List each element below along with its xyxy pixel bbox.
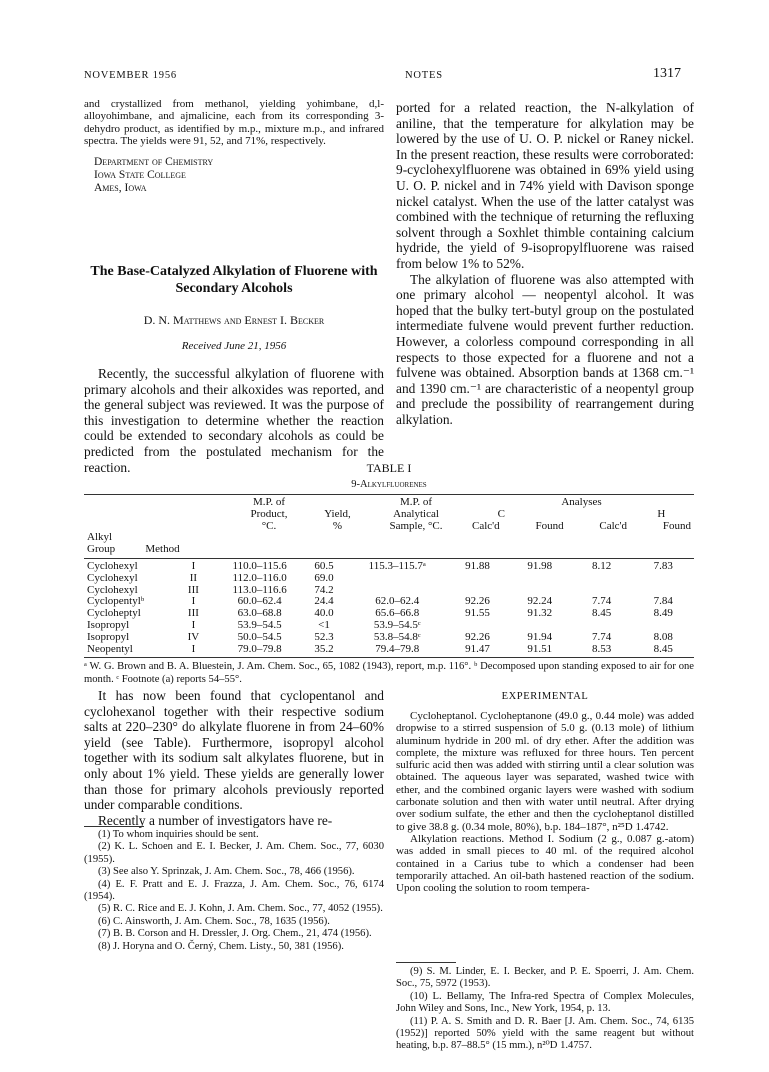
table-cell: 53.9–54.5: [237, 618, 282, 631]
table-cell: Cyclopentylᵇ: [87, 595, 145, 608]
table-cell: I: [191, 642, 196, 655]
table-cell: Isopropyl: [87, 630, 130, 643]
table-cell: [509, 573, 571, 585]
affiliation: [94, 156, 384, 195]
article-title: The Base-Catalyzed Alkylation of Fluorene with Secondary Alcohols: [90, 264, 378, 296]
affiliation-line: Iowa State College: [94, 168, 186, 181]
table-cell: 8.49: [653, 607, 673, 620]
table-cell: 60.5: [314, 559, 334, 572]
table-cell: I: [191, 618, 196, 631]
table-cell: [446, 620, 508, 632]
table-cell: IV: [187, 630, 200, 643]
previous-article-text: and crystallized from methanol, yielding yohimbane, d,l-alloyohimbane, and ajmalicine, each from its corresponding 3-dehydro product, as identified by m.p., mixture m.p., and infrared spectra. The yields were 91, 52, and 71%, respectively.: [84, 98, 384, 148]
col-mp-product: M.P. of Product, °C.: [250, 496, 288, 532]
table-cell: 8.45: [653, 642, 673, 655]
running-header-section: NOTES: [405, 70, 443, 81]
table-cell: 40.0: [314, 607, 334, 620]
experimental-text: [396, 710, 694, 894]
table-cell: [571, 573, 633, 585]
footnote: (2) K. L. Schoen and E. I. Becker, J. Am. Chem. Soc., 77, 6030 (1955).: [84, 841, 384, 865]
experimental-alkylation: Alkylation reactions. Method I. Sodium (2 g., 0.087 g.-atom) was added in small pieces to 40 ml. of the required alcohol contained in a Carius tube to which a condenser had been temporarily attached. An oil-bath hastened reaction of the sodium. Upon cooling the solution to room tempera-: [396, 832, 694, 895]
table-cell: <1: [318, 618, 330, 631]
footnote: (9) S. M. Linder, E. I. Becker, and P. E. Spoerri, J. Am. Chem. Soc., 75, 5972 (1953).: [396, 966, 694, 990]
table-cell: 52.3: [314, 630, 334, 643]
article-authors: D. N. Matthews and Ernest I. Becker: [143, 313, 325, 327]
intro-text: Recently, the successful alkylation of fluorene with primary alcohols and their alkoxides was reported, and the general subject was reviewed. It was the purpose of this investigation to determine whether the reaction could be extended to secondary alcohols as could be predicted from the postulated mechanism for the reaction.: [84, 366, 384, 475]
table-cell: [446, 573, 508, 585]
col-yield: Yield, %: [324, 507, 351, 532]
paragraph-cyclopentanol: It has now been found that cyclopentanol and cyclohexanol together with their respective sodium salts at 220–230° do alkylate fluorene in from 24–60% yield (see Table). Furthermore, isopropyl alcohol together with its sodium salt alkylates fluorene, but in only about 1% yield. These yields are generally lower than those for primary alcohols previously reported under comparable conditions.: [84, 688, 384, 813]
table-cell: [632, 620, 694, 632]
table-cell: 91.47: [465, 642, 490, 655]
footnote: (3) See also Y. Sprinzak, J. Am. Chem. Soc., 78, 466 (1956).: [98, 866, 355, 878]
table-cell: 91.51: [527, 642, 553, 655]
table-cell: 91.55: [465, 607, 490, 620]
table-row: [84, 620, 694, 632]
table-cell: 8.08: [653, 630, 673, 643]
table-cell: 69.0: [314, 571, 334, 584]
table-cell: Cycloheptyl: [87, 607, 141, 620]
table-row: [84, 561, 694, 573]
table-cell: III: [187, 607, 199, 620]
paragraph-investigators: Recently a number of investigators have re-: [98, 812, 333, 828]
data-table: [84, 494, 694, 686]
experimental-heading: EXPERIMENTAL: [501, 691, 589, 702]
table-cell: 8.53: [591, 642, 612, 655]
table-cell: 79.4–79.8: [375, 642, 420, 655]
previous-article-ending: [84, 98, 384, 195]
table-row: [84, 644, 694, 656]
table-header-row: [84, 497, 694, 532]
table-cell: 74.2: [314, 583, 334, 596]
footnote: (11) P. A. S. Smith and D. R. Baer [J. Am. Chem. Soc., 74, 6135 (1952)] reported 50% yield with the same reagent but without heating, b.p. 87–88.5° (15 mm.), n²⁰D 1.4757.: [396, 1015, 694, 1052]
experimental-cycloheptanol: Cycloheptanol. Cycloheptanone (49.0 g., 0.44 mole) was added dropwise to a stirred suspension of 5.0 g. (0.13 mole) of lithium aluminum hydride in 200 ml. of dry ether. After the addition was complete, the mixture was refluxed for three hours. Ten percent sulfuric acid then was added with stirring until a clear solution was obtained. The aqueous layer was separated, washed twice with ether, and the combined organic layers were washed with sodium carbonate solution and then with water until neutral. After drying over sodium sulfate, the ether and then the cycloheptanol distilled to give 38.8 g. (0.34 mole, 80%), b.p. 184–187°, n²⁵D 1.4742.: [396, 710, 694, 833]
table-cell: 115.3–115.7ᵃ: [368, 559, 426, 572]
table-cell: [509, 620, 571, 632]
footnote: (10) L. Bellamy, The Infra-red Spectra of Complex Molecules, John Wiley and Sons, Inc., New York, 1954, p. 13.: [396, 990, 694, 1015]
intro-paragraph: [84, 366, 384, 475]
table-cell: 63.0–68.8: [237, 607, 282, 620]
col-mp-analytical: M.P. of Analytical Sample, °C.: [389, 496, 443, 532]
footnote: (6) C. Ainsworth, J. Am. Chem. Soc., 78, 1635 (1956).: [98, 915, 330, 927]
footnote-divider-right: [396, 962, 456, 963]
table-cell: 60.0–62.4: [237, 595, 282, 608]
table-cell: [571, 620, 633, 632]
table-cell: 7.83: [653, 559, 673, 572]
table-cell: II: [189, 571, 198, 584]
table-cell: [348, 573, 446, 585]
table-cell: Cyclohexyl: [87, 559, 138, 572]
table-cell: 50.0–54.5: [237, 630, 282, 643]
table-cell: 7.84: [653, 595, 673, 608]
table-body: [84, 561, 694, 655]
table-cell: 91.94: [527, 630, 553, 643]
table-cell: 112.0–116.0: [232, 571, 287, 584]
col-alkyl-group: Alkyl Group Method: [87, 531, 180, 556]
page-number: 1317: [653, 66, 681, 81]
footnote: (4) E. F. Pratt and E. J. Frazza, J. Am. Chem. Soc., 76, 6174 (1954).: [84, 878, 384, 903]
table-row: [84, 632, 694, 644]
table-cell: Cyclohexyl: [87, 583, 138, 596]
table-cell: 92.24: [527, 595, 553, 608]
table-cell: 92.26: [465, 630, 490, 643]
footnote: (1) To whom inquiries should be sent.: [98, 829, 259, 840]
table-cell: 35.2: [314, 642, 334, 655]
table-cell: Neopentyl: [87, 642, 133, 655]
table-cell: 8.12: [591, 559, 612, 572]
footnote-divider: [84, 826, 144, 827]
table-cell: 113.0–116.6: [232, 583, 287, 596]
table-cell: 79.0–79.8: [237, 642, 282, 655]
right-column-text: [396, 100, 694, 427]
table-cell: 65.6–66.8: [375, 607, 420, 620]
table-cell: 7.74: [591, 595, 612, 608]
table-cell: Cyclohexyl: [87, 571, 138, 584]
footnote: (5) R. C. Rice and E. J. Kohn, J. Am. Chem. Soc., 77, 4052 (1955).: [98, 903, 383, 915]
footnote: (8) J. Horyna and O. Černý, Chem. Listy., 50, 381 (1956).: [98, 940, 344, 952]
table-cell: 62.0–62.4: [375, 595, 420, 608]
col-analyses: Analyses C H Calc'd Found Calc'd Found: [472, 496, 691, 532]
table-cell: 8.45: [591, 607, 612, 620]
table-title: TABLE I: [366, 461, 412, 475]
footnotes-left: [84, 829, 384, 953]
table-subtitle: 9-Alkylfluorenes: [351, 479, 427, 490]
table-cell: I: [191, 559, 196, 572]
table-cell: Isopropyl: [87, 618, 130, 631]
table-row: [84, 573, 694, 585]
table-cell: 7.74: [591, 630, 612, 643]
paragraph-neopentyl: The alkylation of fluorene was also attempted with one primary alcohol — neopentyl alcohol. It was hoped that the bulky tert-butyl group on the postulated intermediate fulvene would prevent further reduction. However, a colorless compound corresponding in all respects to those expected for a fluorene and not a fulvene was obtained. Absorption bands at 1368 cm.⁻¹ and 1390 cm.⁻¹ are characteristic of a neopentyl group and preclude the possibility of rearrangement during alkylation.: [396, 271, 694, 427]
table-cell: 53.9–54.5ᶜ: [373, 618, 421, 631]
footnotes-right: [396, 966, 694, 1053]
running-header-date: NOVEMBER 1956: [84, 70, 177, 81]
table-cell: III: [187, 583, 199, 596]
table-cell: 91.88: [465, 559, 490, 572]
lower-left-text: [84, 688, 384, 828]
affiliation-line: Ames, Iowa: [94, 181, 147, 194]
table-cell: 91.32: [527, 607, 553, 620]
table-cell: I: [191, 595, 196, 608]
table-cell: [632, 573, 694, 585]
table-cell: 92.26: [465, 595, 490, 608]
table-cell: 53.8–54.8ᶜ: [373, 630, 421, 643]
table-cell: 24.4: [314, 595, 334, 608]
received-date: Received June 21, 1956: [181, 340, 287, 352]
table-cell: 110.0–115.6: [232, 559, 287, 572]
paragraph-nickel-catalyst: ported for a related reaction, the N-alkylation of aniline, that the temperature for alkylation may be lowered by the use of U. O. P. nickel or Raney nickel. In the present reaction, these results were corroborated: 9-cyclohexylfluorene was obtained in 69% yield using U. O. P. nickel and in 74% yield with Davison sponge nickel catalyst. When the use of the latter catalyst was combined with the technique of returning the refluxing solvent through a Soxhlet thimble containing calcium hydride, the yield of 9-isopropylfluorene was raised from below 1% to 52%.: [396, 100, 694, 271]
footnote: (7) B. B. Corson and H. Dressler, J. Org. Chem., 21, 474 (1956).: [98, 928, 372, 940]
affiliation-line: Department of Chemistry: [94, 155, 214, 168]
table-cell: 91.98: [527, 559, 553, 572]
table-footnote: ᵃ W. G. Brown and B. A. Bluestein, J. Am. Chem. Soc., 65, 1082 (1943), report, m.p. 116°. ᵇ Decomposed upon standing exposed to air for one month. ᶜ Footnote (a) reports 54–55°.: [84, 661, 694, 685]
